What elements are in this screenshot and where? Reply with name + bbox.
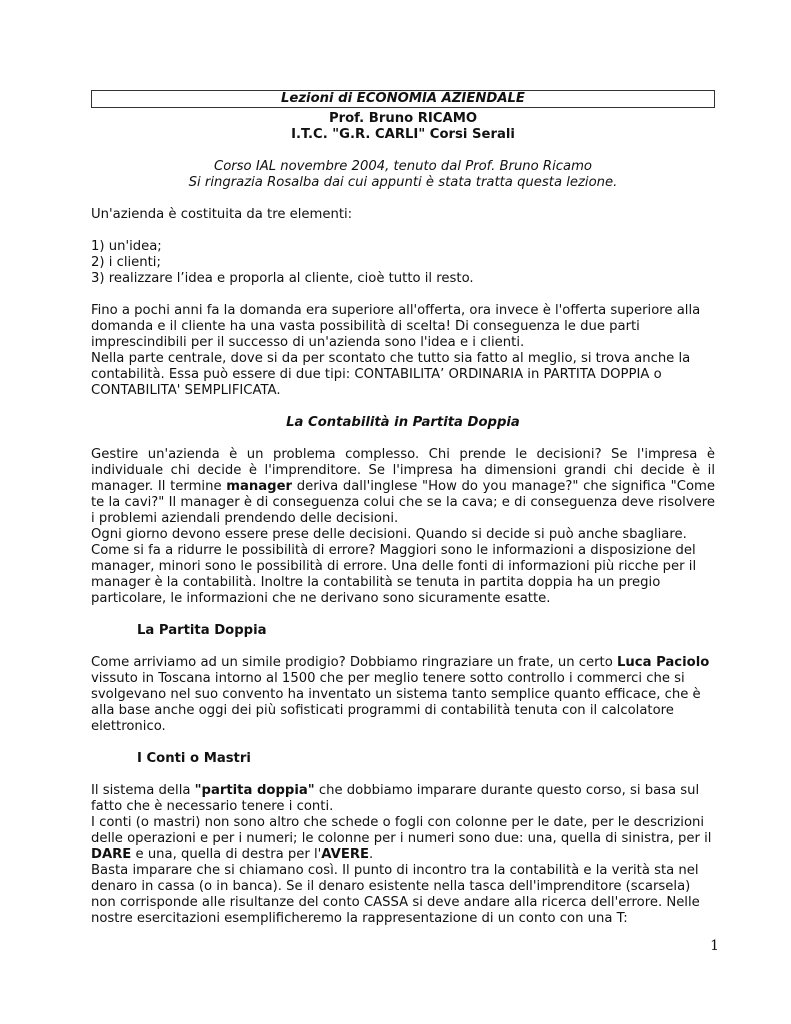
bold-term: "partita doppia" — [194, 783, 315, 798]
paragraph — [91, 447, 715, 527]
paragraph: Nella parte centrale, dove si da per scontato che tutto sia fatto al meglio, si trova anche la contabilità. Essa può essere di due tipi: CONTABILITA’ ORDINARIA in PARTITA DOPPIA o CONTABILITA' SEMPLIFICATA. — [91, 351, 691, 398]
paragraph: Come si fa a ridurre le possibilità di errore? Maggiori sono le informazioni a disposizione del manager, minori sono le possibilità di errore. Una delle fonti di informazioni più ricche per il manager è la contabilità. Inoltre la contabilità se tenuta in partita doppia ha un pregio particolare, le informazioni che ne derivano sono sicuramente esatte. — [91, 543, 697, 606]
text-span: deriva dall'inglese "How do you manage?" che significa "Come te la cavi?" Il manager è di conseguenza colui che se la cava; e di conseguenza deve risolvere i problemi aziendali prendendo delle decisioni. — [91, 479, 715, 526]
thanks-line: Si ringrazia Rosalba dai cui appunti è stata tratta questa lezione. — [188, 175, 618, 190]
text-span: . — [369, 847, 374, 862]
bold-term: manager — [226, 479, 293, 494]
page-number: 1 — [710, 938, 719, 954]
document-page — [91, 90, 715, 927]
course-line: Corso IAL novembre 2004, tenuto dal Prof. Bruno Ricamo — [213, 159, 592, 174]
text-span: vissuto in Toscana intorno al 1500 che per meglio tenere sotto controllo i commerci che si svolgevano nel suo convento ha inventato un sistema tanto semplice quanto efficace, che è alla base anche oggi dei più sofisticati programmi di contabilità tenuta con il calcolatore elettronico. — [91, 671, 701, 734]
text-span: Gestire un'azienda è un problema complesso. Chi prende le decisioni? Se l'impresa è individuale chi decide è l'imprenditore. Se l'impresa ha dimensioni grandi chi decide è il manager. Il termine — [91, 447, 715, 494]
section-heading: I Conti o Mastri — [137, 751, 251, 766]
bold-term: Luca Paciolo — [617, 655, 710, 670]
paragraph: Basta imparare che si chiamano così. Il punto di incontro tra la contabilità e la verità sta nel denaro in cassa (o in banca). Se il denaro esistente nella tasca dell'imprenditore (scarsela) non corrisponde alle risultanze del conto CASSA si deve andare alla ricerca dell'errore. Nelle nostre esercitazioni esemplificheremo la rappresentazione di un conto con una T: — [91, 863, 700, 926]
paragraph — [91, 783, 715, 815]
paragraph: Ogni giorno devono essere prese delle decisioni. Quando si decide si può anche sbagliare. — [91, 527, 687, 542]
text-span: I conti (o mastri) non sono altro che schede o fogli con colonne per le date, per le descrizioni delle operazioni e per i numeri; le colonne per i numeri sono due: una, quella di sinistra, per il — [91, 815, 712, 846]
section-heading: La Contabilità in Partita Doppia — [286, 415, 520, 430]
paragraph — [91, 815, 715, 863]
text-span: Il sistema della — [91, 783, 195, 798]
list-item: 3) realizzare l’idea e proporla al cliente, cioè tutto il resto. — [91, 271, 474, 286]
section-heading: La Partita Doppia — [137, 623, 267, 638]
bold-term: DARE — [91, 847, 132, 862]
text-span: e una, quella di destra per l' — [131, 847, 322, 862]
list-item: 2) i clienti; — [91, 255, 161, 270]
paragraph: Fino a pochi anni fa la domanda era superiore all'offerta, ora invece è l'offerta superiore alla domanda e il cliente ha una vasta possibilità di scelta! Di conseguenza le due parti imprescindibili per il successo di un'azienda sono l'idea e i clienti. — [91, 303, 701, 350]
school-line: I.T.C. "G.R. CARLI" Corsi Serali — [291, 127, 515, 142]
document-title: Lezioni di ECONOMIA AZIENDALE — [91, 90, 715, 108]
paragraph — [91, 655, 715, 735]
text-span: Come arriviamo ad un simile prodigio? Dobbiamo ringraziare un frate, un certo — [91, 655, 617, 670]
bold-term: AVERE — [321, 847, 369, 862]
list-item: 1) un'idea; — [91, 239, 162, 254]
text-span: che dobbiamo imparare durante questo corso, si basa sul fatto che è necessario tenere i conti. — [91, 783, 700, 814]
author-line: Prof. Bruno RICAMO — [328, 111, 478, 126]
intro-lead: Un'azienda è costituita da tre elementi: — [91, 207, 353, 222]
